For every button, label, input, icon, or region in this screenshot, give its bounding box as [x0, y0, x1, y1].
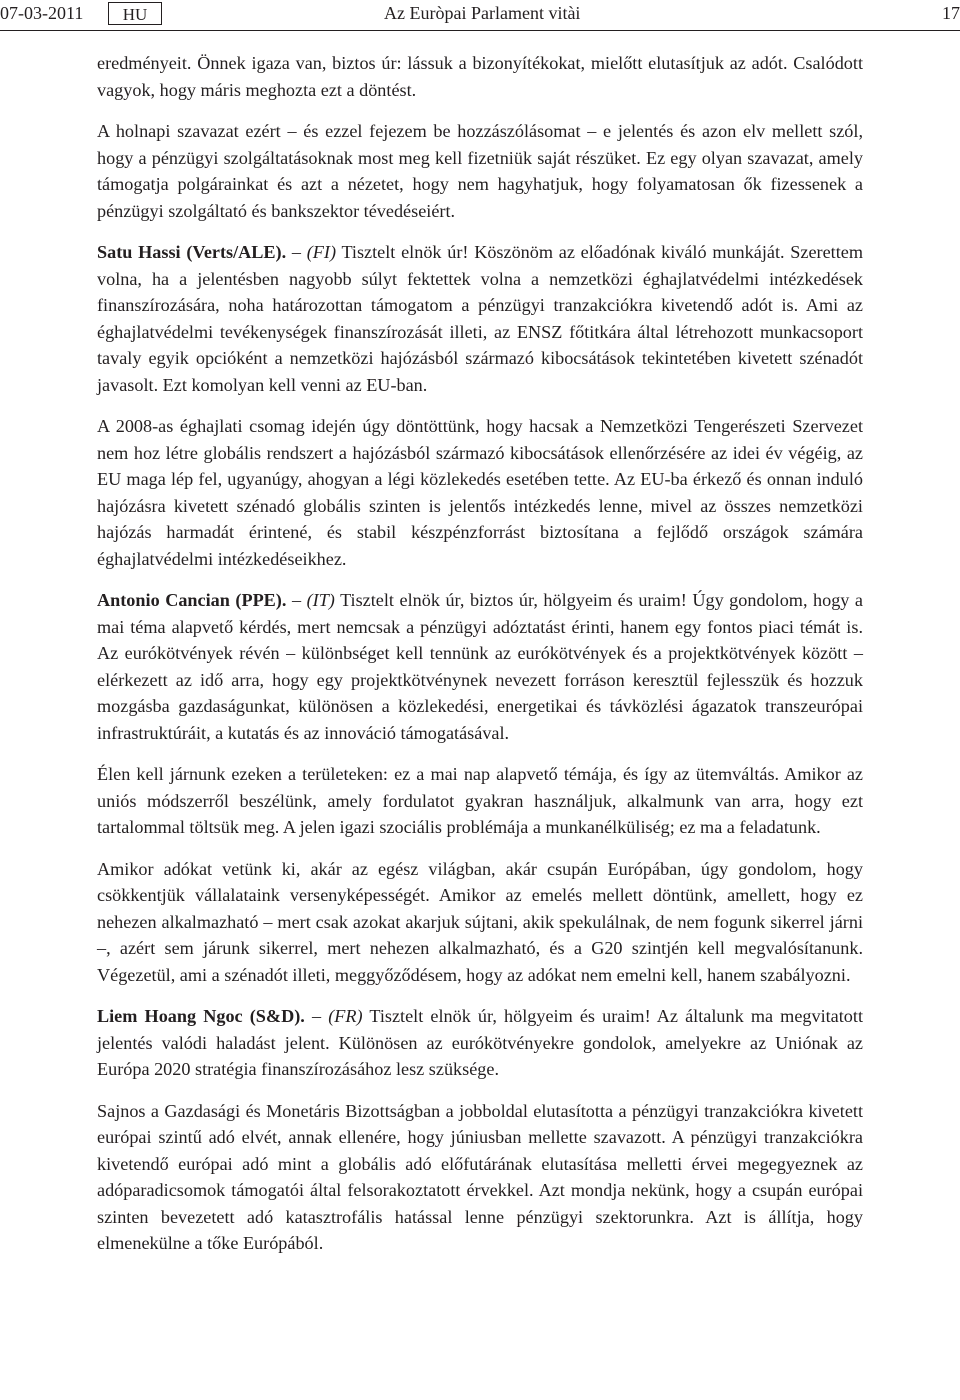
- paragraph: Amikor adókat vetünk ki, akár az egész világban, akár csupán Európában, úgy gondolom, hogy csökkentjük vállalataink versenyképességét. Amikor az emelés mellett döntünk, amellett, hogy ez nehezen alkalmazható – mert csak azokat akarjuk sújtani, akik spekulálnak, de nem fogunk sikerrel járni –, azért sem járunk sikerrel, mert nehezen alkalmazható, és a G20 szintjén kell megvalósítanunk. Végezetül, ami a szénadót illeti, meggyőződésem, hogy az adókat nem emelni kell, hanem szabályozni.: [97, 858, 863, 985]
- document-body: [97, 50, 863, 1272]
- paragraph: eredményeit. Önnek igaza van, biztos úr: lássuk a bizonyítékokat, mielőtt elutasítjuk az adót. Csalódott vagyok, hogy máris meghozta ezt a döntést.: [97, 53, 863, 100]
- paragraph: A 2008-as éghajlati csomag idején úgy döntöttünk, hogy hacsak a Nemzetközi Tengerészeti Szervezet nem hoz létre globális rendszert a hajózásból származó kibocsátások ellenőrzésére az idei év végéig, az EU maga lép fel, ugyanúgy, ahogyan a légi közlekedés esetében tette. Az EU-ba érkező és onnan induló hajózásra kivetett szénadó globális szinten is jelentős intézkedés lenne, mivel az összes nemzetközi hajózás harmadát érintené, és stabil készpénzforrást biztosítana a fejlődő országok számára éghajlatvédelmi intézkedéseikhez.: [97, 416, 863, 569]
- page-header: [0, 0, 960, 31]
- paragraph: Sajnos a Gazdasági és Monetáris Bizottságban a jobboldal elutasította a pénzügyi tranzakciókra kivetett európai szintű adó elvét, annak ellenére, hogy júniusban mellette szavazott. A pénzügyi tranzakciókra kivetendő európai adó mint a globális adó előfutárának elutasítása melletti érvei megegyeznek az adóparadicsomok támogatói által felsorakoztatott érvekkel. Azt mondja nekünk, hogy a csupán európai szinten bevezetett adó katasztrofális hatással lenne pénzügyi szektorunkra. Azt is állítja, hogy elmenekülne a tőke Európából.: [97, 1100, 863, 1253]
- language-code: (IT): [306, 590, 335, 610]
- paragraph: Élen kell járnunk ezeken a területeken: ez a mai nap alapvető témája, és így az ütemváltás. Amikor az uniós módszerről beszélünk, amely fordulatot gyakran használjuk, alkalmunk van arra, hogy ezt tartalommal töltsük meg. A jelen igazi szociális problémája a munkanélküliség; ez ma a feladatunk.: [97, 764, 863, 837]
- page-number: 17: [942, 3, 960, 23]
- language-code: (FI): [306, 242, 337, 262]
- paragraph: A holnapi szavazat ezért – és ezzel fejezem be hozzászólásomat – e jelentés és azon elv mellett szól, hogy a pénzügyi szolgáltatásoknak most meg kell fizetniük saját részüket. Ez egy olyan szavazat, amely támogatja polgárainkat és azt a nézetet, hogy nem hagyhatjuk, hogy folyamatosan ők fizessenek a pénzügyi szolgáltató és bankszektor tévedéseiért.: [97, 121, 863, 221]
- speaker-paragraph: Satu Hassi (Verts/ALE). – (FI) Tisztelt elnök úr! Köszönöm az előadónak kiváló munkáját. Szerettem volna, ha a jelentésben nagyobb súlyt fektettek volna a nemzetközi éghajlatvédelmi intézkedések finanszírozására, noha határozottan támogatom a pénzügyi tranzakciókra kivetendő adót is. Ami az éghajlatvédelmi tevékenységek finanszírozását illeti, az ENSZ főtitkára által létrehozott munkacsoport tavaly egyik opcióként a nemzetközi hajózásból származó kibocsátások tekintetében kivetett szénadót javasolt. Ezt komolyan kell venni az EU-ban.: [97, 242, 863, 395]
- speaker-name: Liem Hoang Ngoc (S&D).: [97, 1006, 305, 1026]
- speaker-name: Antonio Cancian (PPE).: [97, 590, 287, 610]
- speaker-name: Satu Hassi (Verts/ALE).: [97, 242, 287, 262]
- language-box: HU: [108, 2, 162, 25]
- speaker-paragraph: Liem Hoang Ngoc (S&D). – (FR) Tisztelt elnök úr, hölgyeim és uraim! Az általunk ma megvitatott jelentés valódi haladást jelent. Különösen az eurókötvényekre gondolok, amelyekre az Uniónak az Európa 2020 stratégia finanszírozásához lesz szüksége.: [97, 1006, 864, 1079]
- header-title: Az Euròpai Parlament vitài: [384, 3, 581, 23]
- language-code: (FR): [328, 1006, 363, 1026]
- speaker-paragraph: Antonio Cancian (PPE). – (IT) Tisztelt elnök úr, biztos úr, hölgyeim és uraim! Úgy gondolom, hogy a mai téma alapvető kérdés, mert nemcsak a pénzügyi adóztatást érinti, hanem egy fontos piaci témát is. Az eurókötvények révén – különbséget kell tennünk az eurókötvények és a projektkötvények között – elérkezett az idő arra, hogy egy projektkötvénynek nevezett forráson keresztül fejlesszük és hozzuk mozgásba gazdaságunkat, különösen a közlekedési, energetikai és távközlési ágazatok transzeurópai infrastruktúráit, a kutatás és az innováció támogatásával.: [97, 590, 864, 743]
- header-date: 07-03-2011: [0, 3, 84, 23]
